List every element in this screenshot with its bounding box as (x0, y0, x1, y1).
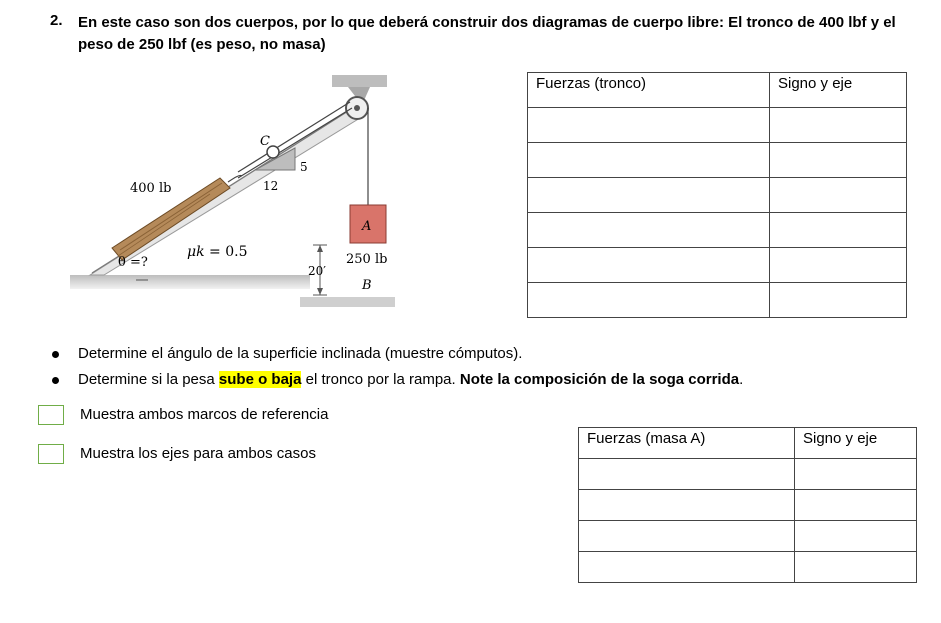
label-mu-symbol: μk (187, 244, 205, 260)
ground (70, 275, 310, 289)
header-forces-log: Fuerzas (tronco) (528, 73, 770, 108)
ground-right (300, 297, 395, 307)
table-cell[interactable] (579, 459, 795, 490)
table-cell[interactable] (528, 108, 770, 143)
highlighted-text: sube o baja (218, 371, 302, 388)
label-mu-value: = 0.5 (204, 244, 248, 260)
bullet-icon (52, 351, 59, 358)
table-row (528, 178, 907, 213)
table-cell[interactable] (579, 521, 795, 552)
table-cell[interactable] (770, 248, 907, 283)
table-cell[interactable] (528, 283, 770, 318)
question-number: 2. (50, 12, 63, 29)
physics-figure (70, 70, 410, 320)
table-cell[interactable] (770, 143, 907, 178)
table-row (528, 108, 907, 143)
table-cell[interactable] (770, 213, 907, 248)
checkbox[interactable] (38, 444, 64, 464)
label-log-weight: 400 lb (130, 181, 172, 196)
table-row (528, 213, 907, 248)
table-cell[interactable] (528, 178, 770, 213)
bullet-text-direction: Determine si la pesa sube o baja el tronco por la rampa. Note la composición de la soga corrida. (78, 371, 744, 388)
table-cell[interactable] (770, 108, 907, 143)
checklist-label: Muestra ambos marcos de referencia (80, 406, 329, 423)
table-cell[interactable] (795, 521, 917, 552)
table-row (579, 490, 917, 521)
svg-text:μk = 0.5 (187, 244, 248, 260)
bullet-text-angle: Determine el ángulo de la superficie inclinada (muestre cómputos). (78, 345, 523, 362)
table-cell[interactable] (770, 283, 907, 318)
table-header-row (528, 73, 907, 108)
label-a: A (362, 219, 372, 234)
header-sign-axis: Signo y eje (795, 428, 917, 459)
label-b: B (362, 278, 372, 293)
checklist-label: Muestra los ejes para ambos casos (80, 445, 316, 462)
bold-note: Note la composición de la soga corrida (459, 371, 740, 388)
table-row (579, 552, 917, 583)
table-row (528, 248, 907, 283)
label-20: 20′ (308, 264, 326, 278)
table-cell[interactable] (528, 143, 770, 178)
label-c: C (260, 134, 270, 149)
checkbox[interactable] (38, 405, 64, 425)
ceiling (332, 75, 387, 87)
table-row (579, 459, 917, 490)
question-text: En este caso son dos cuerpos, por lo que deberá construir dos diagramas de cuerpo libre: El tronco de 400 lbf y el peso de 250 lbf (es peso, no masa) (78, 14, 896, 53)
table-cell[interactable] (795, 459, 917, 490)
label-5: 5 (300, 160, 308, 174)
table-header-row (579, 428, 917, 459)
table-row (528, 143, 907, 178)
table-row (579, 521, 917, 552)
table-cell[interactable] (528, 213, 770, 248)
table-forces-mass (578, 427, 917, 583)
table-cell[interactable] (528, 248, 770, 283)
label-theta: θ =? (118, 255, 148, 270)
table-cell[interactable] (579, 490, 795, 521)
bullet-icon (52, 377, 59, 384)
table-cell[interactable] (579, 552, 795, 583)
label-12: 12 (263, 179, 279, 193)
table-cell[interactable] (795, 490, 917, 521)
header-forces-mass: Fuerzas (masa A) (579, 428, 795, 459)
header-sign-axis: Signo y eje (770, 73, 907, 108)
table-cell[interactable] (770, 178, 907, 213)
table-forces-log (527, 72, 907, 318)
label-mass-weight: 250 lb (346, 252, 388, 267)
table-row (528, 283, 907, 318)
table-cell[interactable] (795, 552, 917, 583)
